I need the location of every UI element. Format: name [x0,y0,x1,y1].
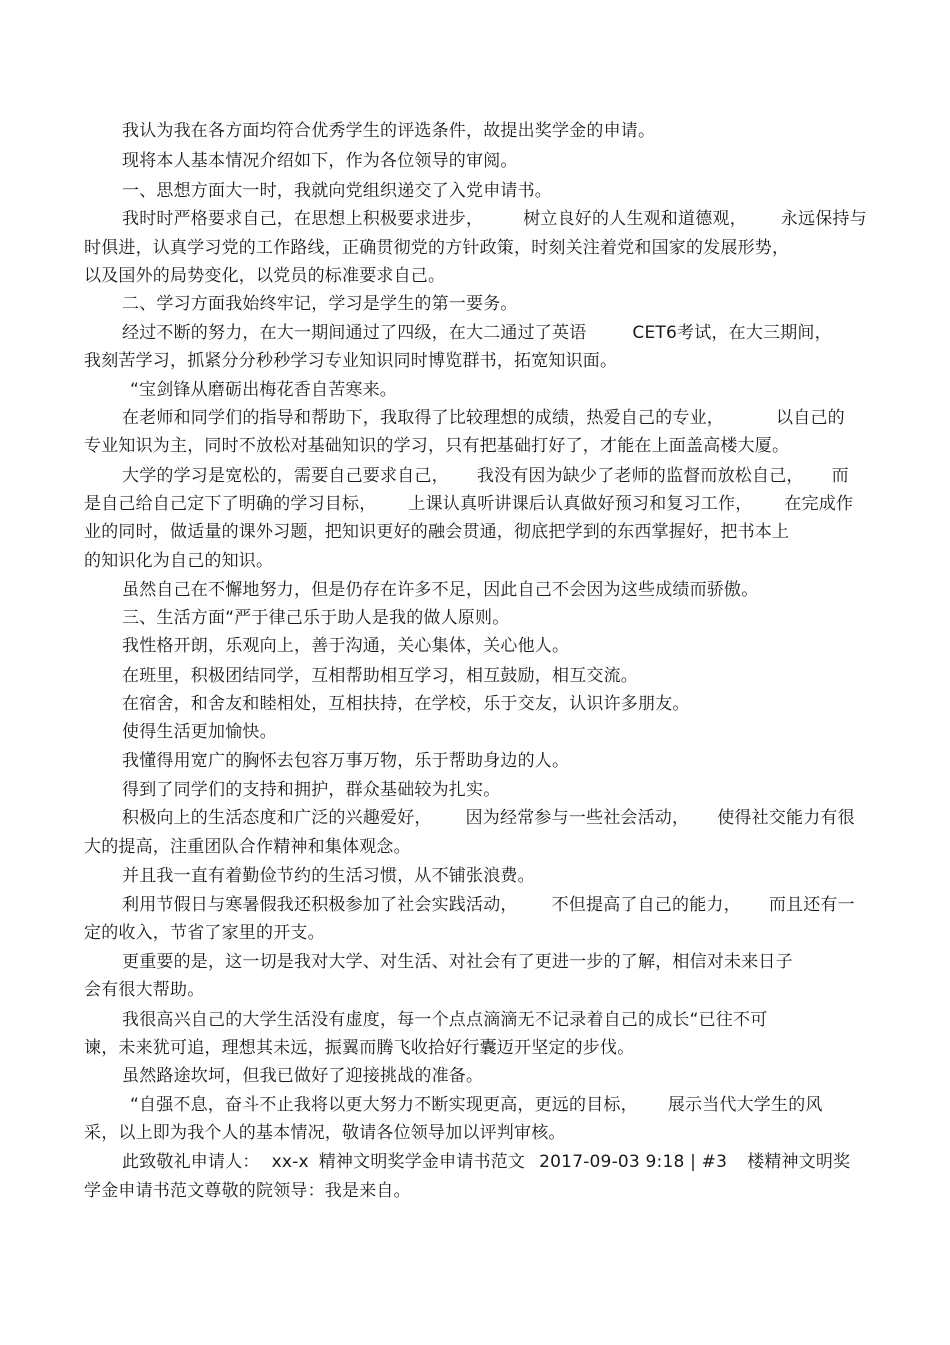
paragraph-line [122,749,902,773]
text-segment: 是自己给自己定下了明确的学习目标， [84,494,377,514]
paragraph-line [84,1036,864,1060]
paragraph-line [122,720,902,744]
paragraph-line [122,950,902,974]
paragraph-line [122,292,902,316]
text-segment: 上课认真听讲课后认真做好预习和复习工作， [408,494,753,514]
paragraph-line [84,492,864,516]
paragraph-line [122,806,902,830]
text-segment: 楼精神文明奖 [747,1152,851,1172]
paragraph-line [84,264,864,288]
text-segment: 使得社交能力有很 [717,808,855,828]
text-segment: 而且还有一 [768,895,855,915]
paragraph-line [122,634,902,658]
text-segment: CET6考试，在大三期间， [632,323,832,343]
paragraph-line [122,149,902,173]
text-segment: 大学的学习是宽松的，需要自己要求自己， [122,466,449,486]
paragraph-line [130,378,910,402]
text-segment: 以及国外的局势变化，以党员的标准要求自己。 [84,266,446,286]
paragraph-line [122,893,902,917]
paragraph-line [122,664,902,688]
paragraph-line [122,778,902,802]
text-segment: 二、学习方面我始终牢记，学习是学生的第一要务。 [122,294,518,314]
paragraph-line [122,578,902,602]
text-segment: 会有很大帮助。 [84,980,205,1000]
text-segment: 我性格开朗，乐观向上，善于沟通，关心集体，关心他人。 [122,636,570,656]
text-segment: 定的收入，节省了家里的开支。 [84,923,325,943]
text-segment: 时俱进，认真学习党的工作路线，正确贯彻党的方针政策，时刻关注着党和国家的发展形势， [84,238,790,258]
text-segment: 精神文明奖学金申请书范文 [318,1152,526,1172]
text-segment: 经过不断的努力，在大一期间通过了四级，在大二通过了英语 [122,323,587,343]
text-segment: 并且我一直有着勤俭节约的生活习惯，从不铺张浪费。 [122,866,535,886]
paragraph-line [130,1093,910,1117]
text-segment: 不但提高了自己的能力， [551,895,741,915]
text-segment: 在宿舍，和舍友和睦相处，互相扶持，在学校，乐于交友，认识许多朋友。 [122,694,690,714]
text-segment: 因为经常参与一些社会活动， [465,808,690,828]
text-segment: 虽然路途坎坷，但我已做好了迎接挑战的准备。 [122,1066,484,1086]
text-segment: 的知识化为自己的知识。 [84,551,274,571]
text-segment: 大的提高，注重团队合作精神和集体观念。 [84,837,411,857]
text-segment: 我刻苦学习，抓紧分分秒秒学习专业知识同时博览群书，拓宽知识面。 [84,351,618,371]
text-segment: 此致敬礼申请人： [122,1152,260,1172]
text-segment: 一、思想方面大一时，我就向党组织递交了入党申请书。 [122,181,552,201]
text-segment: xx-x [271,1152,309,1172]
text-segment: 在完成作 [784,494,854,514]
text-segment: 采，以上即为我个人的基本情况，敬请各位领导加以评判审核。 [84,1123,566,1143]
text-segment: 我认为我在各方面均符合优秀学生的评选条件，故提出奖学金的申请。 [122,121,656,141]
paragraph-line [122,606,902,630]
text-segment: 虽然自己在不懈地努力，但是仍存在许多不足，因此自己不会因为这些成绩而骄傲。 [122,580,759,600]
paragraph-line [122,864,902,888]
paragraph-line [122,692,902,716]
paragraph-line [122,464,902,488]
text-segment: 得到了同学们的支持和拥护，群众基础较为扎实。 [122,780,501,800]
text-segment: 利用节假日与寒暑假我还积极参加了社会实践活动， [122,895,518,915]
text-segment: 我很高兴自己的大学生活没有虚度，每一个点点滴滴无不记录着自己的成长“已往不可 [122,1010,768,1030]
paragraph-line [122,119,902,143]
text-segment: 2017-09-03 9:18 | #3 [539,1152,728,1172]
paragraph-line [84,549,864,573]
paragraph-line [84,1121,864,1145]
paragraph-line [122,406,902,430]
text-segment: 积极向上的生活态度和广泛的兴趣爱好， [122,808,432,828]
paragraph-line [122,1064,902,1088]
text-segment: 业的同时，做适量的课外习题，把知识更好的融会贯通，彻底把学到的东西掌握好，把书本上 [84,522,790,542]
paragraph-line [84,921,864,945]
paragraph-line [84,978,864,1002]
text-segment: 我没有因为缺少了老师的监督而放松自己， [476,466,804,486]
text-segment: 以自己的 [776,408,845,428]
text-segment: 更重要的是，这一切是我对大学、对生活、对社会有了更进一步的了解，相信对未来日子 [122,952,793,972]
text-segment: 永远保持与 [780,209,867,229]
text-segment: 我时时严格要求自己，在思想上积极要求进步， [122,209,484,229]
paragraph-line [84,349,864,373]
text-segment: 三、生活方面“严于律己乐于助人是我的做人原则。 [122,608,510,628]
text-segment: 使得生活更加愉快。 [122,722,277,742]
text-segment: 展示当代大学生的风 [667,1095,823,1115]
paragraph-line [84,520,864,544]
text-segment: 学金申请书范文尊敬的院领导：我是来自。 [84,1181,411,1201]
text-segment: 专业知识为主，同时不放松对基础知识的学习，只有把基础打好了，才能在上面盖高楼大厦。 [84,436,790,456]
text-segment: 我懂得用宽广的胸怀去包容万事万物，乐于帮助身边的人。 [122,751,570,771]
paragraph-line [122,1150,902,1174]
text-segment: “宝剑锋从磨砺出梅花香自苦寒来。 [130,380,398,400]
paragraph-line [84,434,864,458]
paragraph-line [84,1179,864,1203]
text-segment: 而 [831,466,849,486]
paragraph-line [84,236,864,260]
paragraph-line [122,207,902,231]
paragraph-line [122,321,902,345]
paragraph-line [122,1008,902,1032]
paragraph-line [84,835,864,859]
paragraph-line [122,179,902,203]
text-segment: 在班里，积极团结同学，互相帮助相互学习，相互鼓励，相互交流。 [122,666,638,686]
text-segment: 树立良好的人生观和道德观， [523,209,747,229]
text-segment: “自强不息，奋斗不止我将以更大努力不断实现更高，更远的目标， [130,1095,638,1115]
text-segment: 在老师和同学们的指导和帮助下，我取得了比较理想的成绩，热爱自己的专业， [122,408,724,428]
text-segment: 谏，未来犹可追，理想其未远，振翼而腾飞收拾好行囊迈开坚定的步伐。 [84,1038,635,1058]
text-segment: 现将本人基本情况介绍如下，作为各位领导的审阅。 [122,151,518,171]
